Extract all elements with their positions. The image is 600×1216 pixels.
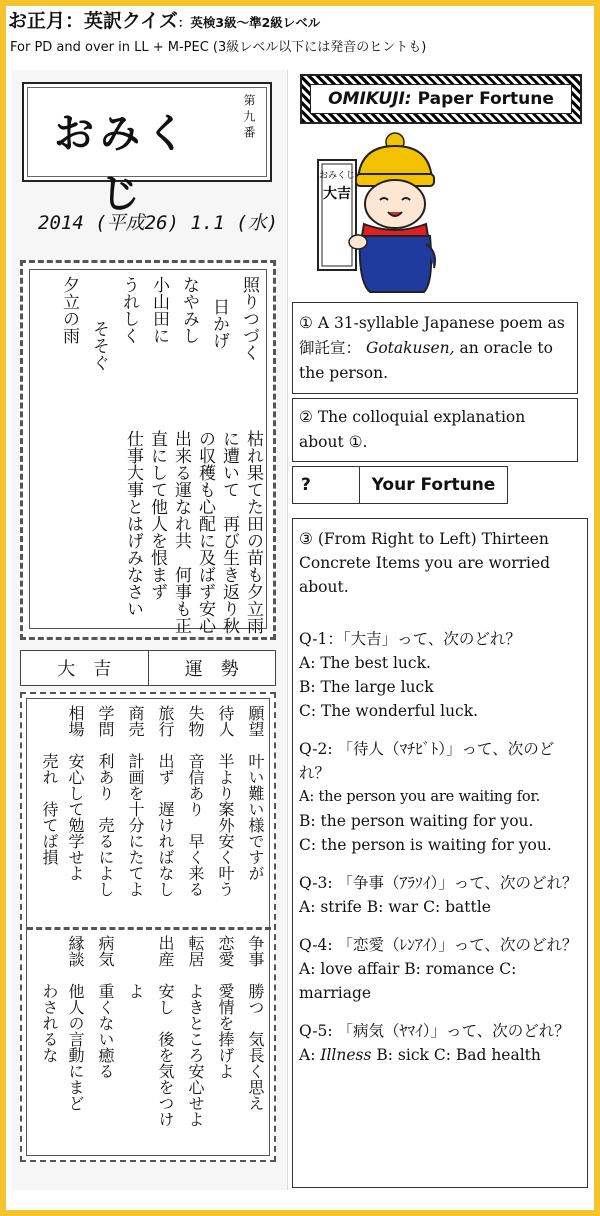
slip-label-top: おみくじ: [318, 171, 356, 181]
item-column: わされるな: [40, 935, 59, 1063]
item-column: 病気 重くない癒る: [96, 935, 115, 1079]
item-column: 出産 安し 後を気をつけ: [156, 935, 175, 1127]
items-divider: [27, 927, 271, 930]
quiz-item: [299, 627, 581, 723]
poem-area: [26, 276, 264, 446]
quiz-box: [292, 518, 588, 1188]
item-column: 願望 叶い難い様ですが: [246, 705, 265, 881]
poem-column: うれしく: [119, 276, 139, 344]
item-column: 失物 音信あり 早く来る: [186, 705, 205, 897]
quiz-question: Q-1：「大吉」って、次のどれ？: [299, 630, 521, 648]
poem-column: なやみし: [179, 276, 199, 344]
item-column: 待人 半より案外安く叶う: [216, 705, 235, 897]
poem-column: そそぐ: [89, 320, 109, 371]
banner-em: OMIKUJI:: [328, 89, 412, 109]
quiz-question: Q-4: 「恋愛（ﾚﾝｱｲ）」って、次のどれ？: [299, 936, 578, 954]
item-column: 商売 計画を十分にたてよ: [126, 705, 145, 897]
fortune-row: [20, 650, 276, 686]
explanation-box-1: ① A 31-syllable Japanese poem as 御託宣： Gotakusen, an oracle to the person.: [292, 302, 578, 394]
quiz-option: B: the person waiting for you.: [299, 812, 534, 830]
slip-label-main: 大吉: [323, 186, 351, 202]
quiz-option: A: love affair B: romance C: marriage: [299, 960, 517, 1002]
page-subtitle: For PD and over in LL + M-PEC (3級レベル以下には発音のヒントも): [10, 40, 427, 55]
explanation-column: に遭いて 再び生き返り秋: [219, 430, 239, 634]
poem-column: 夕立の雨: [59, 276, 79, 344]
quiz-question: Q-3: 「争事（ｱﾗｿｲ）」って、次のどれ？: [299, 874, 578, 892]
quiz-item: [299, 933, 581, 1005]
your-fortune-row: [292, 466, 508, 504]
item-column: 転居 よきところ安心せよ: [186, 935, 205, 1127]
item-column: 相場 安心して勉学せよ: [66, 705, 85, 881]
quiz-question: Q-2: 「待人（ﾏﾁﾋﾞﾄ）」って、次のどれ？: [299, 740, 555, 782]
quiz-option: A: The best luck.: [299, 654, 431, 672]
quiz-item: [299, 737, 581, 857]
omikuji-paper: [12, 70, 288, 1190]
quiz-item: [299, 1019, 581, 1067]
item-column: 学問 利あり 売るによし: [96, 705, 115, 897]
item-column: 旅行 出ず 遅ければなし: [156, 705, 175, 897]
banner-text: Paper Fortune: [417, 89, 554, 109]
fortune-value: 大 吉: [57, 659, 112, 680]
quiz-question: Q-5: 「病気（ﾔﾏｲ）」って、次のどれ？: [299, 1022, 570, 1040]
explanation-column: 出来る運なれ共 何事も正: [171, 430, 191, 634]
quiz-option: B: The large luck: [299, 678, 434, 696]
poem-column: 照りつづく: [239, 276, 259, 361]
quiz-option: C: The wonderful luck.: [299, 702, 479, 720]
item-column: よ: [126, 935, 145, 999]
fortune-label: 運 勢: [148, 651, 276, 685]
omikuji-header-box: [22, 82, 272, 217]
explanation-column: の収穫も心配に及ばず安心: [195, 430, 215, 634]
omikuji-title: おみくじ: [54, 110, 192, 217]
title-banner: [300, 74, 582, 124]
your-fortune-label: Your Fortune: [360, 466, 508, 504]
quiz-option: A: strife B: war C: battle: [299, 898, 491, 916]
item-column: 争事 勝つ 気長く思え: [246, 935, 265, 1111]
poem-column: 小山田に: [149, 276, 169, 344]
omikuji-girl-illustration: [300, 132, 440, 294]
item-column: 恋愛 愛情を捧げよ: [216, 935, 235, 1079]
handwritten-date: 2014 (平成26) 1.1 (水): [38, 212, 279, 234]
quiz-option: C: the person is waiting for you.: [299, 836, 552, 854]
items-box: [20, 692, 276, 1162]
explanation-column: 直にして他人を恨まず: [147, 430, 167, 600]
explanation-column: 枯れ果てた田の苗も夕立雨: [243, 430, 263, 634]
explanation-box-2: ② The colloquial explanation about ①.: [292, 398, 578, 462]
explanation-column: 仕事大事とはげみなさい: [123, 430, 143, 617]
poem-column: 日かげ: [209, 298, 229, 349]
page-title: お正月：英訳クイズ：英検3級〜準2級レベル: [8, 10, 321, 32]
quiz-option: A: Illness B: sick C: Bad health: [299, 1046, 541, 1064]
quiz-option: A: the person you are waiting for.: [299, 788, 541, 805]
question-mark: ?: [292, 466, 360, 504]
quiz-item: [299, 871, 581, 919]
quiz-intro: ③ (From Right to Left) Thirteen Concrete Items you are worried about.: [299, 530, 551, 596]
omikuji-number: 第九番: [242, 94, 256, 142]
item-column: 縁談 他人の言動にまど: [66, 935, 85, 1111]
item-column: 売れ 待てば損: [40, 705, 59, 865]
